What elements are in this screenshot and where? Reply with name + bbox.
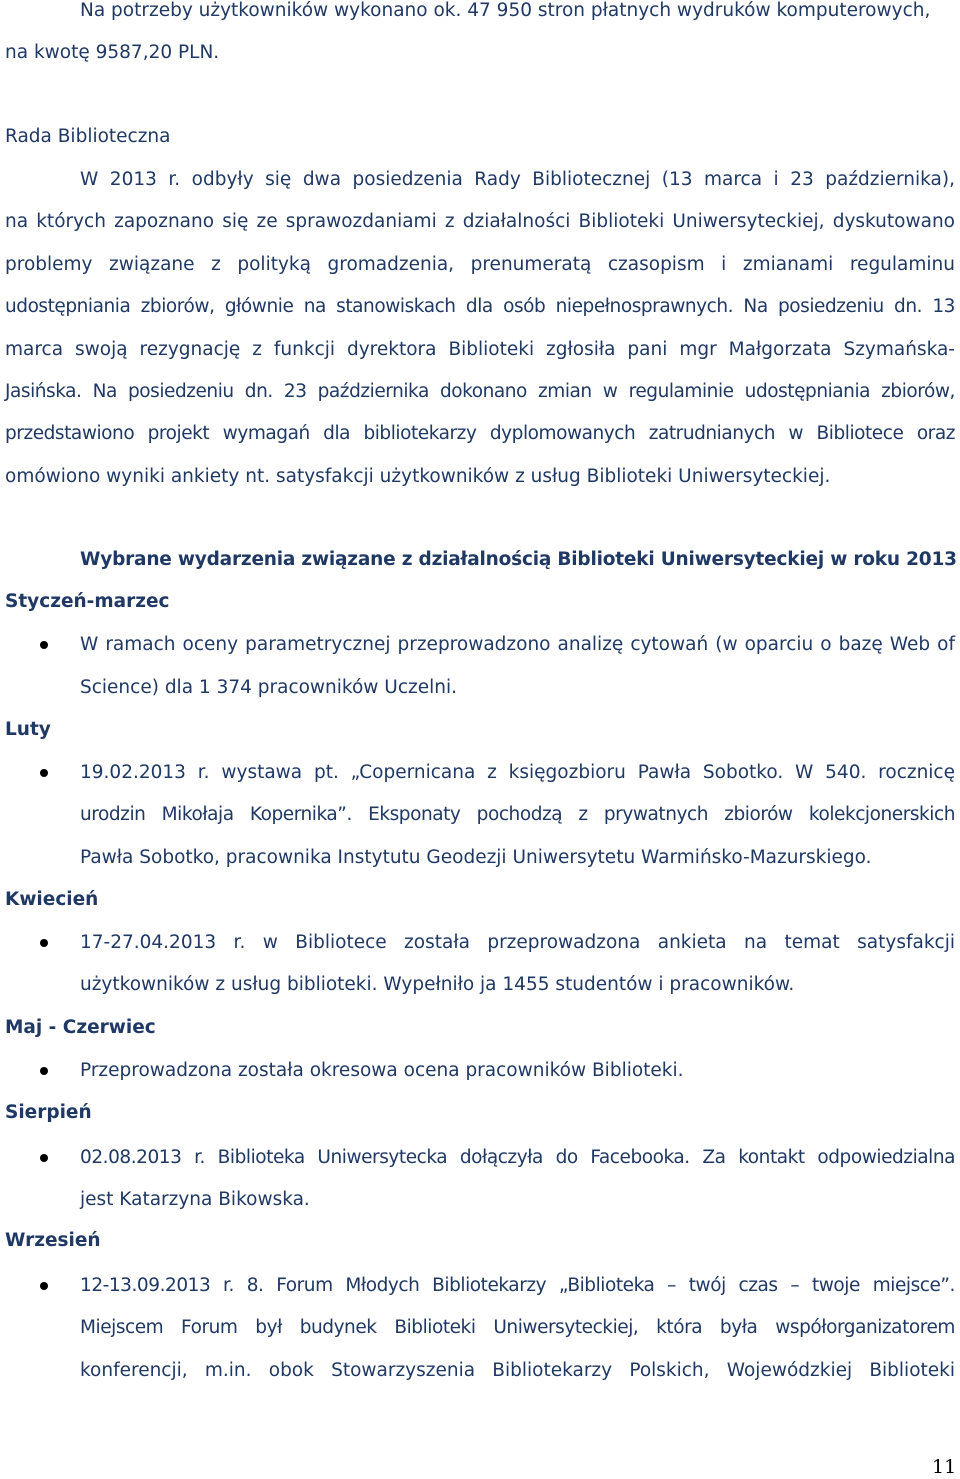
event-line: urodzin Mikołaja Kopernika”. Eksponaty pochodzą z prywatnych zbiorów kolekcjonerskich: [80, 804, 955, 825]
rada-line: udostępniania zbiorów, głównie na stanowiskach dla osób niepełnosprawnych. Na posiedzeniu dn. 13: [5, 296, 955, 317]
event-line: 19.02.2013 r. wystawa pt. „Copernicana z księgozbioru Pawła Sobotko. W 540. rocznicę: [80, 762, 955, 783]
rada-line: przedstawiono projekt wymagań dla bibliotekarzy dyplomowanych zatrudnianych w Bibliotece oraz: [5, 423, 955, 444]
rada-line: omówiono wyniki ankiety nt. satysfakcji użytkowników z usług Biblioteki Uniwersyteckiej.: [5, 466, 831, 487]
event-line: konferencji, m.in. obok Stowarzyszenia Bibliotekarzy Polskich, Wojewódzkiej Biblioteki: [80, 1360, 955, 1381]
intro-line-1: Na potrzeby użytkowników wykonano ok. 47 950 stron płatnych wydruków komputerowych,: [80, 0, 931, 21]
bullet-icon: [40, 1154, 48, 1162]
event-line: Przeprowadzona została okresowa ocena pracowników Biblioteki.: [80, 1060, 684, 1081]
page-number: 11: [932, 1456, 957, 1478]
section-title: Sierpień: [5, 1102, 92, 1123]
section-title: Maj - Czerwiec: [5, 1017, 156, 1038]
event-line: Science) dla 1 374 pracowników Uczelni.: [80, 677, 458, 698]
event-line: Pawła Sobotko, pracownika Instytutu Geodezji Uniwersytetu Warmińsko-Mazurskiego.: [80, 847, 872, 868]
event-line: 17-27.04.2013 r. w Bibliotece została przeprowadzona ankieta na temat satysfakcji: [80, 932, 955, 953]
bullet-icon: [40, 939, 48, 947]
event-line: 02.08.2013 r. Biblioteka Uniwersytecka dołączyła do Facebooka. Za kontakt odpowiedzialna: [80, 1147, 955, 1168]
event-line: jest Katarzyna Bikowska.: [80, 1189, 310, 1210]
rada-title: Rada Biblioteczna: [5, 126, 171, 147]
bullet-icon: [40, 641, 48, 649]
event-line: W ramach oceny parametrycznej przeprowadzono analizę cytowań (w oparciu o bazę Web of: [80, 634, 955, 655]
rada-line: Jasińska. Na posiedzeniu dn. 23 października dokonano zmian w regulaminie udostępniania zbiorów,: [5, 381, 955, 402]
event-line: użytkowników z usług biblioteki. Wypełniło ja 1455 studentów i pracowników.: [80, 974, 795, 995]
rada-line: na których zapoznano się ze sprawozdaniami z działalności Biblioteki Uniwersyteckiej, dyskutowano: [5, 211, 955, 232]
intro-line-2: na kwotę 9587,20 PLN.: [5, 42, 220, 63]
events-heading: Wybrane wydarzenia związane z działalnością Biblioteki Uniwersyteckiej w roku 2013: [80, 549, 957, 570]
event-line: 12-13.09.2013 r. 8. Forum Młodych Bibliotekarzy „Biblioteka – twój czas – twoje miejsce”.: [80, 1275, 955, 1296]
bullet-icon: [40, 1067, 48, 1075]
section-title: Kwiecień: [5, 889, 99, 910]
section-title: Wrzesień: [5, 1230, 101, 1251]
bullet-icon: [40, 1282, 48, 1290]
rada-line: problemy związane z polityką gromadzenia, prenumeratą czasopism i zmianami regulaminu: [5, 254, 955, 275]
section-title: Luty: [5, 719, 51, 740]
rada-line: marca swoją rezygnację z funkcji dyrektora Biblioteki zgłosiła pani mgr Małgorzata Szymańska-: [5, 339, 955, 360]
bullet-icon: [40, 769, 48, 777]
event-line: Miejscem Forum był budynek Biblioteki Uniwersyteckiej, która była współorganizatorem: [80, 1317, 955, 1338]
section-title: Styczeń-marzec: [5, 591, 170, 612]
rada-line: W 2013 r. odbyły się dwa posiedzenia Rady Bibliotecznej (13 marca i 23 października),: [80, 169, 955, 190]
